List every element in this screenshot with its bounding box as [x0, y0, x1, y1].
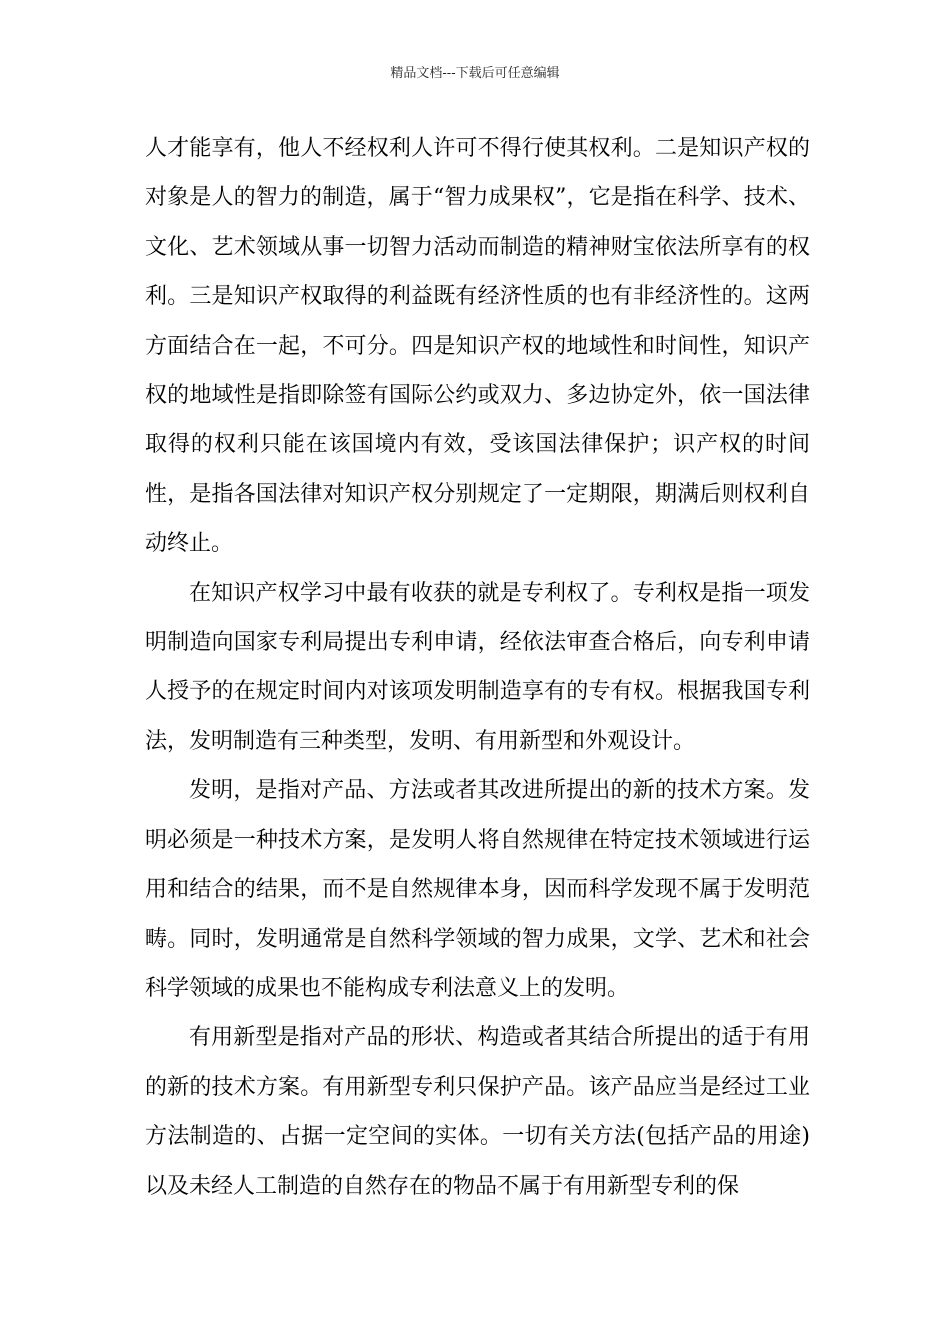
page-header: 精品文档---下载后可任意编辑 — [390, 66, 560, 81]
paragraph-1: 人才能享有，他人不经权利人许可不得行使其权利。二是知识产权的对象是人的智力的制造，属于“智力成果权”，它是指在科学、技术、文化、艺术领域从事一切智力活动而制造的精神财宝依法所享有的权利。三是知识产权取得的利益既有经济性质的也有非经济性的。这两方面结合在一起，不可分。四是知识产权的地域性和时间性，知识产权的地域性是指即除签有国际公约或双力、多边协定外，依一国法律取得的权利只能在该国境内有效，受该国法律保护；识产权的时间性，是指各国法律对知识产权分别规定了一定期限，期满后则权利自动终止。 — [145, 136, 810, 557]
document-body — [145, 124, 810, 1211]
paragraph-4: 有用新型是指对产品的形状、构造或者其结合所提出的适于有用的新的技术方案。有用新型专利只保护产品。该产品应当是经过工业方法制造的、占据一定空间的实体。一切有关方法(包括产品的用途)以及未经人工制造的自然存在的物品不属于有用新型专利的保 — [145, 1025, 810, 1199]
paragraph-3: 发明，是指对产品、方法或者其改进所提出的新的技术方案。发明必须是一种技术方案，是发明人将自然规律在特定技术领域进行运用和结合的结果，而不是自然规律本身，因而科学发现不属于发明范畴。同时，发明通常是自然科学领域的智力成果，文学、艺术和社会科学领域的成果也不能构成专利法意义上的发明。 — [145, 778, 810, 1001]
paragraph-2: 在知识产权学习中最有收获的就是专利权了。专利权是指一项发明制造向国家专利局提出专利申请，经依法审查合格后，向专利申请人授予的在规定时间内对该项发明制造享有的专有权。根据我国专利法，发明制造有三种类型，发明、有用新型和外观设计。 — [145, 580, 810, 754]
